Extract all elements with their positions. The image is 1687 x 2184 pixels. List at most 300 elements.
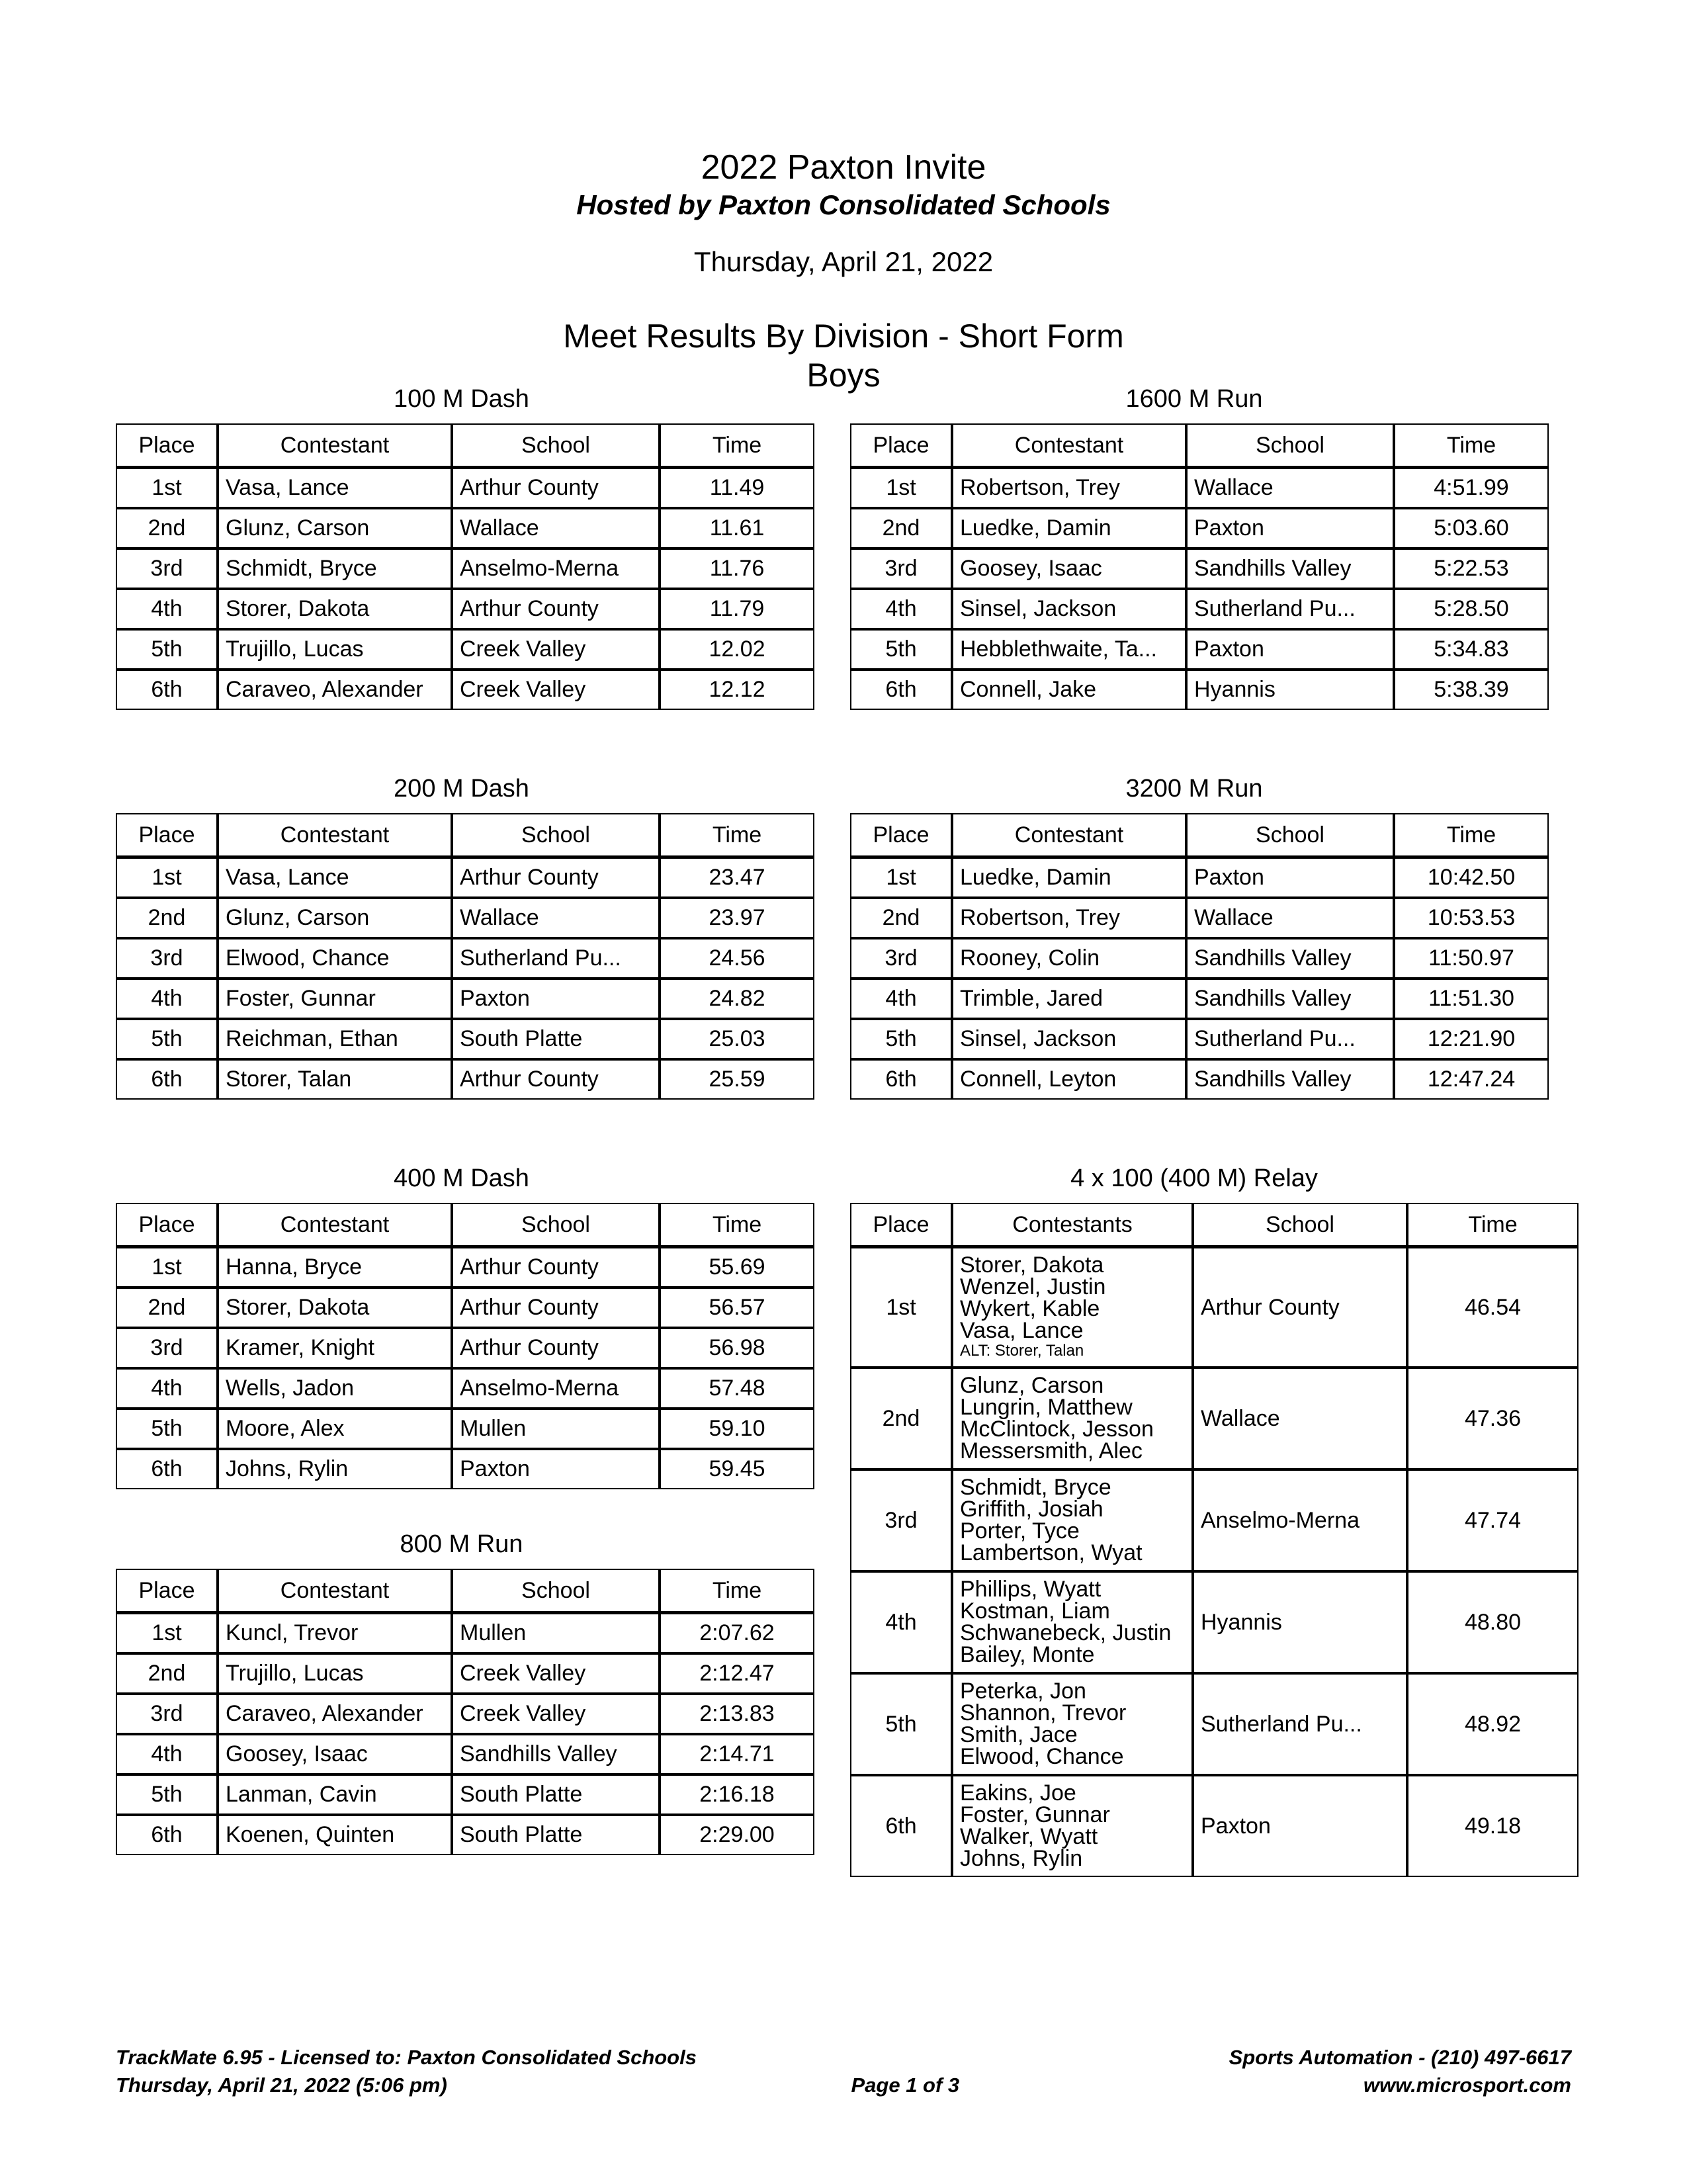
cell-time: 24.82 [660,979,814,1019]
cell-school: Hyannis [1193,1571,1407,1673]
table-row [850,1246,1579,1368]
col-header-school: School [452,1569,660,1612]
table-row [116,857,814,898]
cell-place: 2nd [850,508,952,548]
cell-place: 4th [116,1734,218,1774]
cell-place: 3rd [850,938,952,979]
cell-school: Sutherland Pu... [452,938,660,979]
relay-member: Wykert, Kable [960,1296,1100,1321]
cell-school: Arthur County [452,1328,660,1368]
cell-school: Paxton [1186,629,1394,670]
cell-school: Wallace [452,508,660,548]
cell-name: Lanman, Cavin [218,1774,452,1815]
cell-place: 6th [116,670,218,710]
cell-name: Trujillo, Lucas [218,629,452,670]
cell-place: 6th [850,1059,952,1100]
section-spacer [116,710,807,773]
footer-website: www.microsport.com [1363,2074,1571,2097]
cell-school: Arthur County [1193,1246,1407,1368]
table-row [850,938,1549,979]
results-table [116,813,814,1100]
cell-place: 3rd [850,548,952,589]
relay-member: Phillips, Wyatt [960,1577,1102,1602]
col-header-time: Time [660,423,814,467]
cell-time: 59.45 [660,1449,814,1489]
table-row [116,1774,814,1815]
table-header-row [850,813,1549,857]
relay-member: Lungrin, Matthew [960,1395,1133,1420]
cell-school: South Platte [452,1019,660,1059]
relay-member: Glunz, Carson [960,1373,1104,1398]
table-row [850,979,1549,1019]
table-row [850,1673,1579,1775]
table-row [116,979,814,1019]
cell-time: 5:34.83 [1394,629,1549,670]
cell-name: Goosey, Isaac [218,1734,452,1774]
cell-school: Sutherland Pu... [1186,589,1394,629]
col-header-contestant: Contestant [952,813,1186,857]
cell-name: Vasa, Lance [218,857,452,898]
col-header-contestant: Contestant [218,1203,452,1246]
relay-member: Smith, Jace [960,1722,1078,1747]
relay-member: Messersmith, Alec [960,1438,1143,1463]
cell-place: 6th [850,670,952,710]
cell-school: Creek Valley [452,1653,660,1694]
cell-school: South Platte [452,1774,660,1815]
cell-school: Anselmo-Merna [452,548,660,589]
table-row [850,629,1549,670]
cell-time: 23.97 [660,898,814,938]
cell-name: Connell, Jake [952,670,1186,710]
cell-place: 4th [850,589,952,629]
col-header-time: Time [1407,1203,1579,1246]
relay-member: Schmidt, Bryce [960,1475,1111,1500]
cell-time: 2:12.47 [660,1653,814,1694]
page-footer [116,2044,1571,2099]
cell-school: Arthur County [452,1246,660,1288]
cell-time: 47.36 [1407,1368,1579,1469]
meet-title: 2022 Paxton Invite [701,148,986,187]
cell-school: Arthur County [452,1059,660,1100]
table-row [850,1368,1579,1469]
cell-time: 56.57 [660,1288,814,1328]
col-header-contestant: Contestant [952,423,1186,467]
col-header-place: Place [116,1569,218,1612]
cell-school: Anselmo-Merna [1193,1469,1407,1571]
table-row [116,1409,814,1449]
left-column [116,384,807,1855]
cell-name: Moore, Alex [218,1409,452,1449]
cell-place: 5th [116,1409,218,1449]
event-title: 800 M Run [400,1530,523,1558]
cell-place: 3rd [116,938,218,979]
col-header-place: Place [116,423,218,467]
cell-school: Wallace [1186,467,1394,508]
col-header-place: Place [850,1203,952,1246]
table-row [116,938,814,979]
table-row [116,548,814,589]
cell-school: Hyannis [1186,670,1394,710]
relay-member: Peterka, Jon [960,1679,1086,1704]
cell-school: Paxton [1186,857,1394,898]
cell-time: 2:16.18 [660,1774,814,1815]
cell-school: Arthur County [452,589,660,629]
cell-name: Glunz, Carson [218,898,452,938]
table-row [850,670,1549,710]
col-header-school: School [452,1203,660,1246]
cell-place: 4th [850,1571,952,1673]
table-header-row [116,1203,814,1246]
cell-place: 6th [116,1059,218,1100]
table-row [116,1368,814,1409]
cell-school: Creek Valley [452,629,660,670]
cell-place: 2nd [116,898,218,938]
cell-name: Kuncl, Trevor [218,1612,452,1653]
cell-place: 3rd [850,1469,952,1571]
relay-member: Bailey, Monte [960,1642,1095,1667]
cell-time: 5:22.53 [1394,548,1549,589]
cell-name: Wells, Jadon [218,1368,452,1409]
cell-name: Trujillo, Lucas [218,1653,452,1694]
cell-name: Caraveo, Alexander [218,670,452,710]
event-4x100-relay [850,1163,1538,1877]
col-header-time: Time [660,813,814,857]
relay-member: Storer, Dakota [960,1252,1104,1278]
cell-school: Wallace [1186,898,1394,938]
cell-time: 11.76 [660,548,814,589]
table-row [116,1019,814,1059]
report-division: Boys [806,357,881,394]
cell-place: 1st [850,1246,952,1368]
table-row [116,1653,814,1694]
table-row [116,898,814,938]
table-row [850,548,1549,589]
section-spacer [850,1100,1538,1163]
event-title: 200 M Dash [394,775,529,803]
report-title: Meet Results By Division - Short Form [563,318,1124,355]
cell-time: 10:53.53 [1394,898,1549,938]
cell-name: Robertson, Trey [952,467,1186,508]
cell-school: Sandhills Valley [1186,938,1394,979]
col-header-time: Time [660,1569,814,1612]
cell-place: 5th [850,1019,952,1059]
table-row [116,1328,814,1368]
event-title: 400 M Dash [394,1164,529,1192]
cell-place: 6th [116,1815,218,1855]
cell-place: 1st [850,467,952,508]
cell-time: 2:14.71 [660,1734,814,1774]
cell-time: 5:03.60 [1394,508,1549,548]
results-table [850,423,1549,710]
cell-place: 2nd [116,508,218,548]
cell-school: Paxton [452,979,660,1019]
cell-time: 4:51.99 [1394,467,1549,508]
table-row [116,1288,814,1328]
relay-member: Lambertson, Wyat [960,1540,1143,1565]
results-table [116,423,814,710]
cell-place: 4th [116,979,218,1019]
col-header-contestant: Contestant [218,423,452,467]
footer-page-number: Page 1 of 3 [851,2074,960,2097]
table-row [850,898,1549,938]
cell-school: Creek Valley [452,670,660,710]
event-400m-dash [116,1163,807,1489]
table-row [850,1019,1549,1059]
cell-place: 6th [116,1449,218,1489]
cell-time: 5:38.39 [1394,670,1549,710]
cell-time: 55.69 [660,1246,814,1288]
cell-members [952,1469,1193,1571]
relay-alternate: ALT: Storer, Talan [960,1342,1084,1360]
cell-time: 11.49 [660,467,814,508]
event-title: 3200 M Run [1125,775,1263,803]
cell-name: Luedke, Damin [952,857,1186,898]
cell-time: 23.47 [660,857,814,898]
cell-school: South Platte [452,1815,660,1855]
cell-school: Arthur County [452,1288,660,1328]
cell-members [952,1246,1193,1368]
cell-place: 5th [850,629,952,670]
event-800m-run [116,1529,807,1855]
event-title: 4 x 100 (400 M) Relay [1070,1164,1318,1192]
cell-name: Kramer, Knight [218,1328,452,1368]
col-header-school: School [1186,813,1394,857]
col-header-time: Time [660,1203,814,1246]
results-table [116,1569,814,1855]
table-row [116,1734,814,1774]
relay-member: Foster, Gunnar [960,1802,1110,1827]
cell-place: 1st [850,857,952,898]
cell-name: Vasa, Lance [218,467,452,508]
relay-member: Shannon, Trevor [960,1700,1127,1725]
cell-place: 3rd [116,1328,218,1368]
cell-school: Paxton [452,1449,660,1489]
footer-company: Sports Automation - (210) 497-6617 [1229,2046,1571,2069]
relay-member: Eakins, Joe [960,1780,1076,1806]
cell-time: 12:21.90 [1394,1019,1549,1059]
cell-name: Storer, Talan [218,1059,452,1100]
table-header-row [116,423,814,467]
cell-time: 12.12 [660,670,814,710]
cell-place: 5th [116,629,218,670]
table-row [116,467,814,508]
cell-time: 2:07.62 [660,1612,814,1653]
results-table [116,1203,814,1489]
event-200m-dash [116,773,807,1100]
cell-time: 10:42.50 [1394,857,1549,898]
cell-place: 2nd [850,1368,952,1469]
section-spacer [116,1489,807,1529]
page-header [0,0,1687,394]
table-row [850,857,1549,898]
cell-time: 5:28.50 [1394,589,1549,629]
cell-time: 12.02 [660,629,814,670]
col-header-place: Place [850,423,952,467]
table-row [116,1612,814,1653]
cell-name: Luedke, Damin [952,508,1186,548]
cell-school: Sutherland Pu... [1186,1019,1394,1059]
col-header-contestants: Contestants [952,1203,1193,1246]
cell-time: 11:51.30 [1394,979,1549,1019]
cell-name: Sinsel, Jackson [952,589,1186,629]
event-1600m-run [850,384,1538,710]
cell-members [952,1775,1193,1877]
cell-place: 4th [116,589,218,629]
event-3200m-run [850,773,1538,1100]
cell-school: Mullen [452,1612,660,1653]
meet-date: Thursday, April 21, 2022 [693,246,994,277]
cell-school: Arthur County [452,467,660,508]
table-row [850,589,1549,629]
cell-place: 1st [116,1246,218,1288]
cell-place: 4th [116,1368,218,1409]
cell-name: Reichman, Ethan [218,1019,452,1059]
cell-name: Robertson, Trey [952,898,1186,938]
cell-name: Schmidt, Bryce [218,548,452,589]
cell-name: Rooney, Colin [952,938,1186,979]
relay-member: McClintock, Jesson [960,1417,1154,1442]
cell-name: Hanna, Bryce [218,1246,452,1288]
cell-school: Arthur County [452,857,660,898]
cell-name: Glunz, Carson [218,508,452,548]
relay-member: Schwanebeck, Justin [960,1620,1172,1645]
cell-school: Sutherland Pu... [1193,1673,1407,1775]
cell-place: 2nd [850,898,952,938]
right-column [850,384,1538,1877]
col-header-time: Time [1394,813,1549,857]
table-row [116,670,814,710]
col-header-place: Place [116,1203,218,1246]
cell-time: 25.03 [660,1019,814,1059]
event-100m-dash [116,384,807,710]
cell-place: 6th [850,1775,952,1877]
cell-time: 57.48 [660,1368,814,1409]
cell-school: Sandhills Valley [1186,979,1394,1019]
cell-place: 5th [116,1019,218,1059]
cell-time: 11:50.97 [1394,938,1549,979]
cell-name: Storer, Dakota [218,1288,452,1328]
cell-school: Wallace [452,898,660,938]
relay-member: Vasa, Lance [960,1318,1084,1343]
cell-name: Elwood, Chance [218,938,452,979]
table-row [116,508,814,548]
cell-school: Sandhills Valley [452,1734,660,1774]
table-row [116,1449,814,1489]
col-header-contestant: Contestant [218,813,452,857]
cell-school: Sandhills Valley [1186,1059,1394,1100]
table-header-row [850,423,1549,467]
table-row [116,1059,814,1100]
table-row [850,1775,1579,1877]
col-header-school: School [452,813,660,857]
cell-name: Koenen, Quinten [218,1815,452,1855]
table-row [116,629,814,670]
cell-name: Hebblethwaite, Ta... [952,629,1186,670]
relay-member: Griffith, Josiah [960,1497,1103,1522]
cell-time: 24.56 [660,938,814,979]
relay-member: Johns, Rylin [960,1846,1083,1871]
cell-time: 48.80 [1407,1571,1579,1673]
cell-school: Wallace [1193,1368,1407,1469]
cell-time: 11.61 [660,508,814,548]
cell-place: 5th [850,1673,952,1775]
cell-school: Mullen [452,1409,660,1449]
cell-name: Goosey, Isaac [952,548,1186,589]
table-header-row [116,813,814,857]
cell-place: 2nd [116,1653,218,1694]
cell-place: 1st [116,467,218,508]
meet-host: Hosted by Paxton Consolidated Schools [576,189,1111,220]
cell-place: 5th [116,1774,218,1815]
cell-time: 25.59 [660,1059,814,1100]
cell-time: 59.10 [660,1409,814,1449]
cell-name: Trimble, Jared [952,979,1186,1019]
cell-time: 2:29.00 [660,1815,814,1855]
cell-members [952,1368,1193,1469]
table-row [116,589,814,629]
relay-member: Kostman, Liam [960,1598,1110,1624]
cell-time: 12:47.24 [1394,1059,1549,1100]
cell-place: 1st [116,857,218,898]
cell-place: 3rd [116,548,218,589]
col-header-time: Time [1394,423,1549,467]
cell-place: 3rd [116,1694,218,1734]
cell-name: Caraveo, Alexander [218,1694,452,1734]
col-header-place: Place [116,813,218,857]
cell-place: 1st [116,1612,218,1653]
col-header-place: Place [850,813,952,857]
relay-member: Elwood, Chance [960,1744,1124,1769]
cell-members [952,1673,1193,1775]
cell-place: 4th [850,979,952,1019]
table-row [116,1815,814,1855]
event-title: 1600 M Run [1125,385,1263,413]
cell-school: Paxton [1186,508,1394,548]
cell-members [952,1571,1193,1673]
cell-school: Creek Valley [452,1694,660,1734]
table-row [116,1694,814,1734]
relay-member: Porter, Tyce [960,1518,1080,1544]
event-title: 100 M Dash [394,385,529,413]
col-header-contestant: Contestant [218,1569,452,1612]
cell-school: Paxton [1193,1775,1407,1877]
cell-time: 46.54 [1407,1246,1579,1368]
cell-name: Storer, Dakota [218,589,452,629]
cell-school: Sandhills Valley [1186,548,1394,589]
col-header-school: School [452,423,660,467]
table-row [850,1571,1579,1673]
table-row [116,1246,814,1288]
col-header-school: School [1186,423,1394,467]
footer-software: TrackMate 6.95 - Licensed to: Paxton Consolidated Schools [116,2046,697,2069]
relay-member: Walker, Wyatt [960,1824,1098,1849]
results-table [850,813,1549,1100]
cell-school: Anselmo-Merna [452,1368,660,1409]
cell-time: 47.74 [1407,1469,1579,1571]
table-row [850,467,1549,508]
table-header-row [850,1203,1579,1246]
section-spacer [850,710,1538,773]
cell-time: 11.79 [660,589,814,629]
section-spacer [116,1100,807,1163]
footer-printed-date: Thursday, April 21, 2022 (5:06 pm) [116,2074,447,2097]
results-table [850,1203,1579,1877]
cell-time: 49.18 [1407,1775,1579,1877]
cell-time: 56.98 [660,1328,814,1368]
relay-member: Wenzel, Justin [960,1274,1106,1299]
cell-time: 48.92 [1407,1673,1579,1775]
cell-name: Foster, Gunnar [218,979,452,1019]
